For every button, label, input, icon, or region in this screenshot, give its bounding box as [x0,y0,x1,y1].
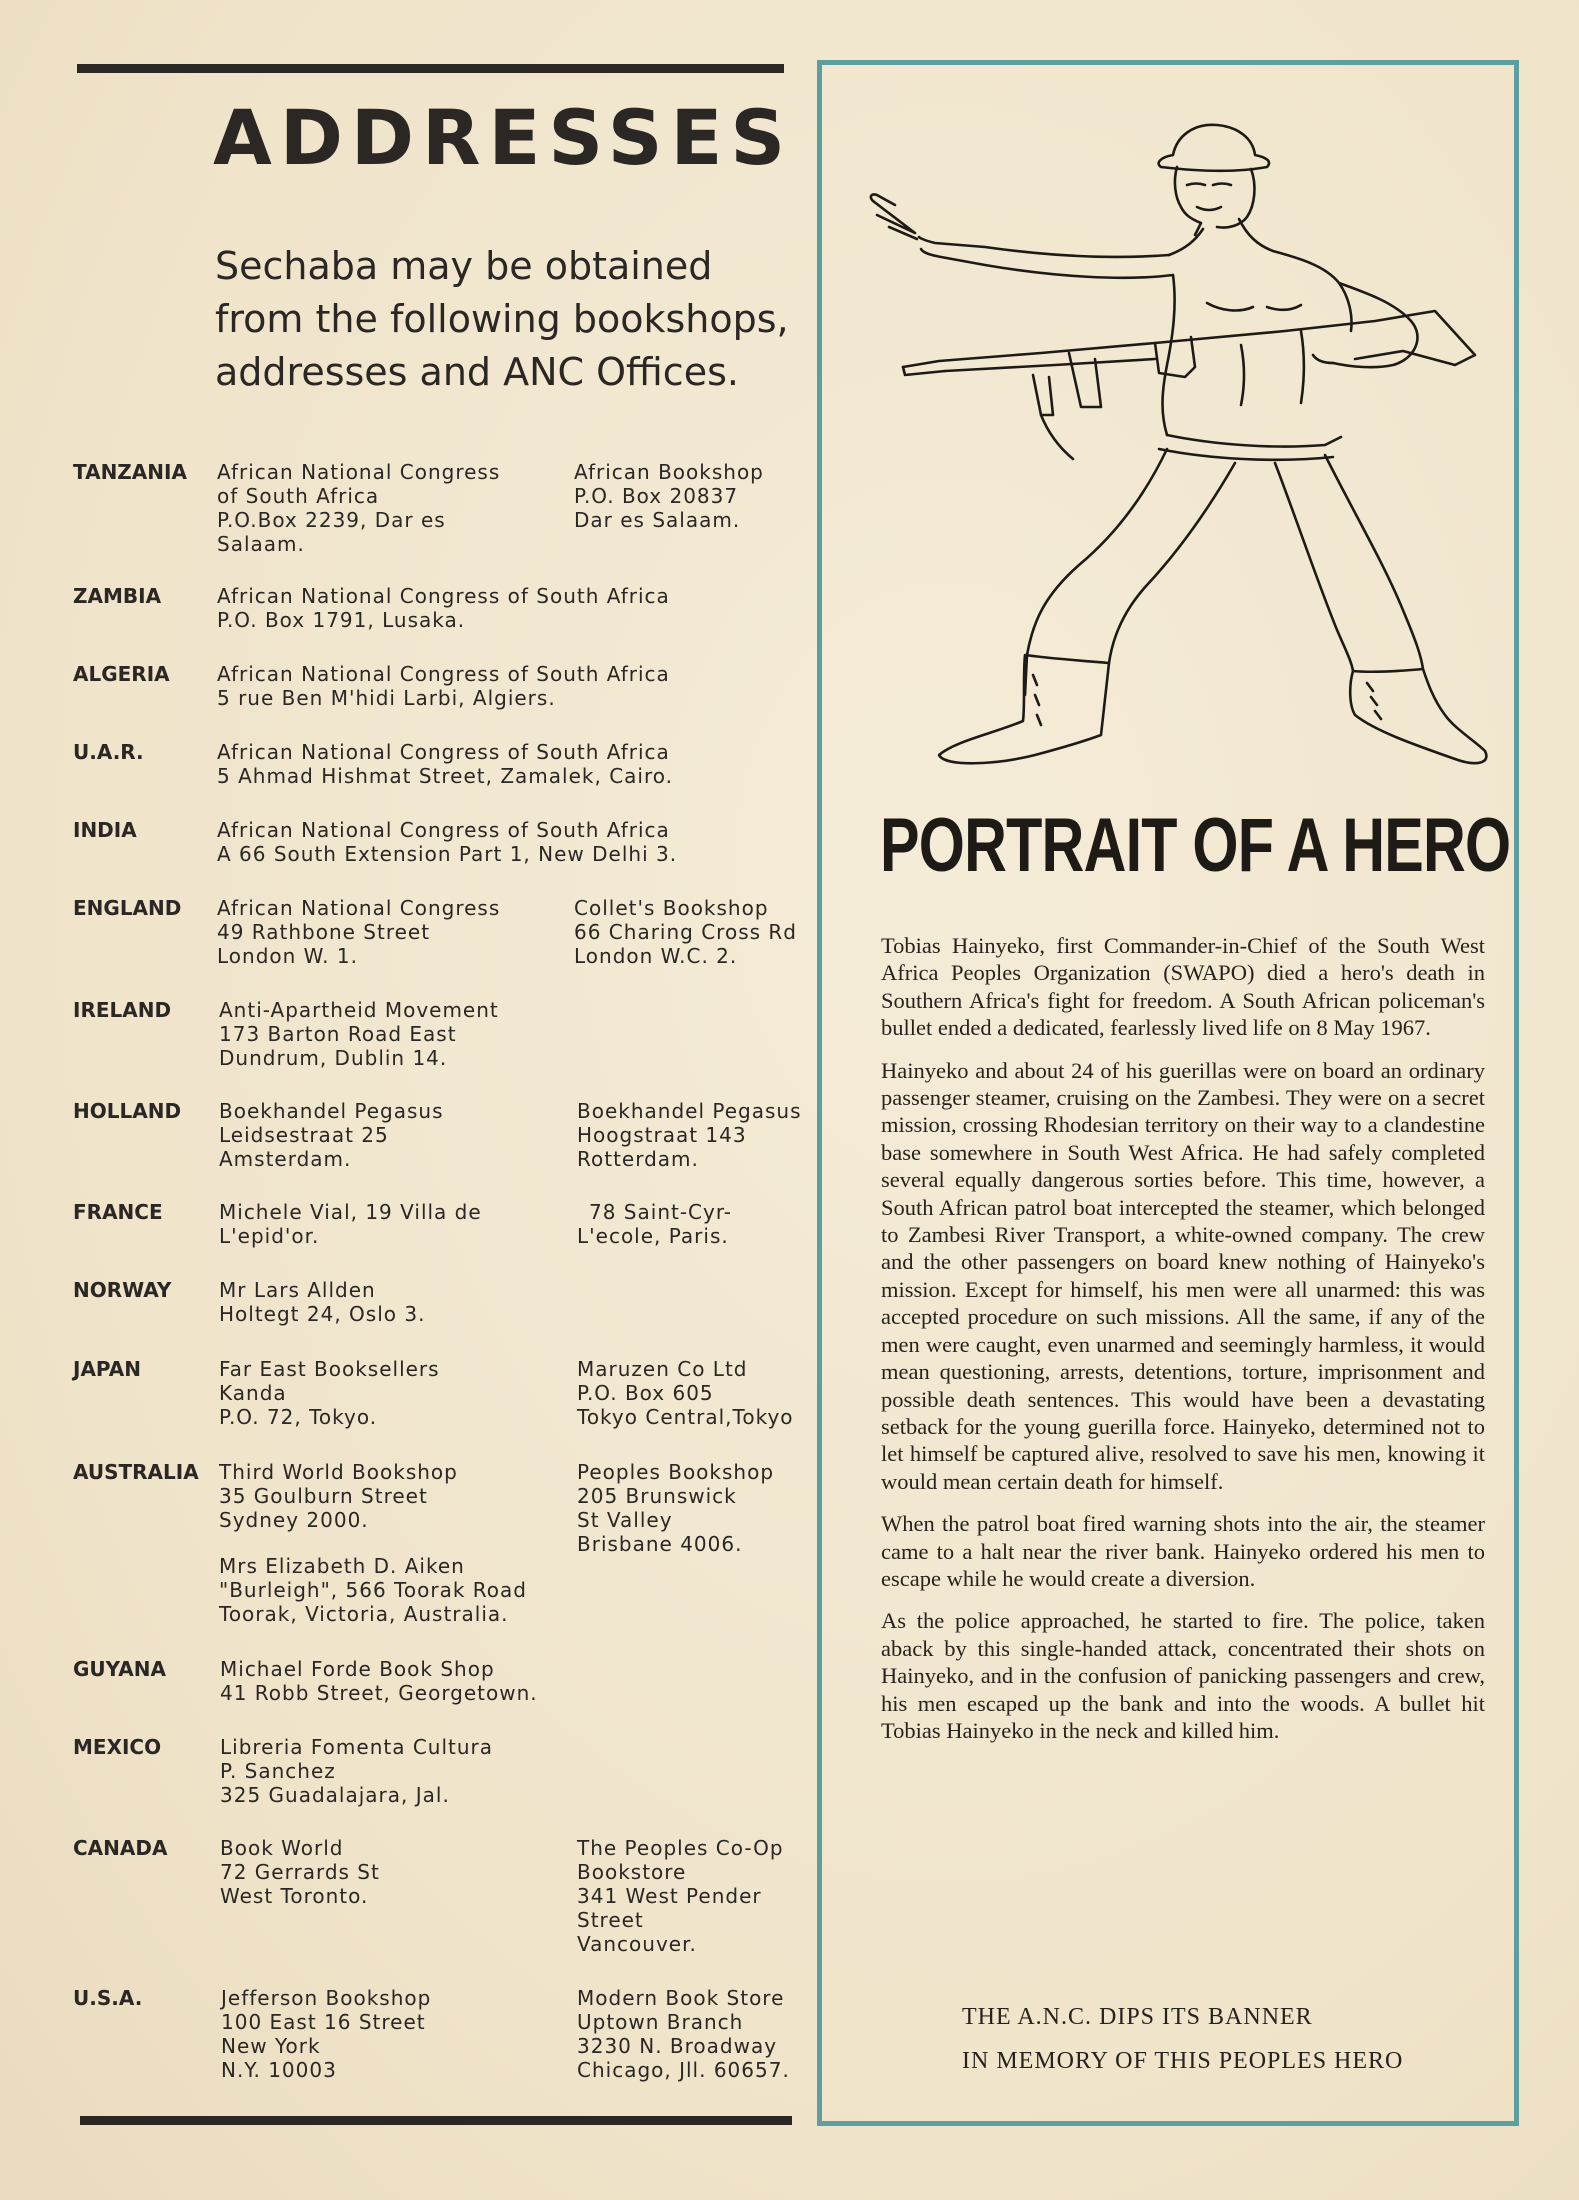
article-paragraph: When the patrol boat fired warning shots into the air, the steamer came to a halt near the river bank. Hainyeko ordered his men to escape while he would create a diversion. [881,1511,1485,1591]
address-block [217,662,670,710]
address-line: African National Congress of South Africa [217,662,670,686]
intro-line: Sechaba may be obtained [215,244,713,288]
address-line: African National Congress of South Africa [217,740,670,764]
address-block [217,818,677,866]
address-line: Vancouver. [577,1932,697,1956]
address-line: 72 Gerrards St [220,1860,380,1884]
address-line: Mrs Elizabeth D. Aiken [219,1554,465,1578]
address-line: P.O. Box 605 [577,1381,714,1405]
address-line: Holtegt 24, Oslo 3. [219,1302,426,1326]
address-line: Sydney 2000. [219,1508,369,1532]
address-block [219,1099,443,1171]
country-label: ENGLAND [73,896,182,920]
address-line: Far East Booksellers [219,1357,440,1381]
address-block [577,1357,794,1429]
address-block [577,1836,784,1956]
address-line: Tokyo Central,Tokyo [577,1405,794,1429]
address-block [219,1460,458,1532]
country-label: AUSTRALIA [73,1460,199,1484]
address-line: Anti-Apartheid Movement [219,998,499,1022]
address-line: A 66 South Extension Part 1, New Delhi 3. [217,842,678,866]
address-line: 35 Goulburn Street [219,1484,428,1508]
address-line: 78 Saint-Cyr- [589,1200,733,1224]
address-line: African Bookshop [574,460,764,484]
address-line: 173 Barton Road East [219,1022,457,1046]
address-line: Boekhandel Pegasus [577,1099,802,1123]
address-line: Peoples Bookshop [577,1460,775,1484]
address-line: Salaam. [217,532,305,556]
address-line: 205 Brunswick [577,1484,737,1508]
address-line: African National Congress of South Africa [217,818,670,842]
address-block [574,460,764,532]
address-line: Hoogstraat 143 [577,1123,747,1147]
address-block [220,1735,493,1807]
address-block [577,1986,790,2082]
address-line: 5 Ahmad Hishmat Street, Zamalek, Cairo. [217,764,674,788]
country-label: TANZANIA [73,460,187,484]
country-label: U.A.R. [73,740,144,764]
address-line: P.O. 72, Tokyo. [219,1405,378,1429]
address-line: St Valley [577,1508,673,1532]
address-block [217,584,670,632]
country-label: GUYANA [73,1657,166,1681]
address-line: 66 Charing Cross Rd [574,920,797,944]
country-label: MEXICO [73,1735,162,1759]
address-block [574,896,797,968]
article-paragraph: As the police approached, he started to fire. The police, taken aback by this single-handed attack, concentrated their shots on Hainyeko, and in the confusion of panicking passengers and crew, his men escaped up the bank and into the woods. A bullet hit Tobias Hainyeko in the neck and killed him. [881,1608,1485,1743]
address-line: Toorak, Victoria, Australia. [219,1602,509,1626]
country-label: JAPAN [73,1357,141,1381]
address-line: Michael Forde Book Shop [220,1657,495,1681]
address-line: P.O. Box 1791, Lusaka. [217,608,466,632]
address-line: "Burleigh", 566 Toorak Road [219,1578,527,1602]
address-line: 3230 N. Broadway [577,2034,778,2058]
address-block [221,1986,431,2082]
guerrilla-figure-illustration [855,115,1505,770]
address-line: L'ecole, Paris. [577,1224,729,1248]
address-block [219,998,499,1070]
address-line: N.Y. 10003 [221,2058,337,2082]
address-block [577,1460,774,1556]
address-block [217,896,500,968]
address-line: 5 rue Ben M'hidi Larbi, Algiers. [217,686,556,710]
address-line: African National Congress of South Africa [217,584,670,608]
address-line: Kanda [219,1381,287,1405]
article-body [881,932,1485,1759]
address-line: Boekhandel Pegasus [219,1099,444,1123]
intro-line: from the following bookshops, [215,297,789,341]
country-label: U.S.A. [73,1986,143,2010]
address-line: Libreria Fomenta Cultura [220,1735,494,1759]
memorial-line: IN MEMORY OF THIS PEOPLES HERO [962,2048,1404,2074]
address-line: Jefferson Bookshop [221,1986,432,2010]
address-block [219,1554,527,1626]
country-label: FRANCE [73,1200,163,1224]
address-line: Maruzen Co Ltd [577,1357,748,1381]
article-paragraph: Hainyeko and about 24 of his guerillas were on board an ordinary passenger steamer, cruising on the Zambesi. They were on a secret mission, crossing Rhodesian territory on their way to a clandestine base somewhere in South West Africa. He had safely completed several equally dangerous sorties before. This time, however, a South African patrol boat intercepted the steamer, which belonged to Zambesi River Transport, a white-owned company. The crew and the other passengers on board knew nothing of Hainyeko's mission. Except for himself, his men were all unarmed: this was accepted procedure on such missions. All the same, if any of the men were caught, even unarmed and seemingly harmless, it would mean questioning, arrests, detentions, torture, imprisonment and possible death sentences. This would have been a devastating setback for the young guerilla force. Hainyeko, determined not to let himself be captured alive, resolved to save his men, knowing it would mean certain death for himself. [881,1057,1485,1494]
intro-text [215,240,805,399]
address-line: London W.C. 2. [574,944,738,968]
address-line: 49 Rathbone Street [217,920,431,944]
address-line: 41 Robb Street, Georgetown. [220,1681,538,1705]
page-title: ADDRESSES [213,93,794,182]
address-line: 100 East 16 Street [221,2010,426,2034]
address-line: Dar es Salaam. [574,508,741,532]
address-block [220,1657,538,1705]
address-line: P. Sanchez [220,1759,336,1783]
address-block [577,1200,732,1248]
address-block [220,1836,380,1908]
address-line: New York [221,2034,321,2058]
address-line: The Peoples Co-Op [577,1836,784,1860]
address-block [219,1200,482,1248]
address-line: Uptown Branch [577,2010,744,2034]
country-label: IRELAND [73,998,172,1022]
address-line: Third World Bookshop [219,1460,458,1484]
address-line: Michele Vial, 19 Villa de [219,1200,482,1224]
top-rule [77,64,784,73]
country-label: ALGERIA [73,662,170,686]
address-line: Rotterdam. [577,1147,699,1171]
country-label: CANADA [73,1836,168,1860]
address-line: Amsterdam. [219,1147,352,1171]
address-line: Dundrum, Dublin 14. [219,1046,448,1070]
address-line: Leidsestraat 25 [219,1123,389,1147]
address-line: Street [577,1908,644,1932]
address-line: Modern Book Store [577,1986,785,2010]
country-label: INDIA [73,818,137,842]
article-paragraph: Tobias Hainyeko, first Commander-in-Chief of the South West Africa Peoples Organization (SWAPO) died a hero's death in Southern Africa's fight for freedom. A South African policeman's bullet ended a dedicated, fearlessly lived life on 8 May 1967. [881,933,1485,1041]
address-line: P.O.Box 2239, Dar es [217,508,446,532]
address-line: Mr Lars Allden [219,1278,376,1302]
address-line: 341 West Pender [577,1884,762,1908]
address-line: London W. 1. [217,944,358,968]
address-line: Book World [220,1836,344,1860]
article-title: PORTRAIT OF A HERO [880,803,1511,888]
address-block [577,1099,801,1171]
bottom-rule [80,2116,792,2125]
address-line: Bookstore [577,1860,687,1884]
address-line: African National Congress [217,460,501,484]
address-line: Chicago, Jll. 60657. [577,2058,790,2082]
country-label: HOLLAND [73,1099,182,1123]
address-block [219,1357,440,1429]
address-block [217,460,500,556]
address-line: African National Congress [217,896,501,920]
country-label: NORWAY [73,1278,172,1302]
address-line: L'epid'or. [219,1224,320,1248]
address-line: Brisbane 4006. [577,1532,743,1556]
address-line: Collet's Bookshop [574,896,769,920]
intro-line: addresses and ANC Offices. [215,350,739,394]
address-block [219,1278,425,1326]
address-block [217,740,673,788]
address-line: 325 Guadalajara, Jal. [220,1783,450,1807]
address-line: West Toronto. [220,1884,369,1908]
country-label: ZAMBIA [73,584,162,608]
memorial-line: THE A.N.C. DIPS ITS BANNER [962,2004,1313,2030]
address-line: of South Africa [217,484,380,508]
address-line: P.O. Box 20837 [574,484,739,508]
